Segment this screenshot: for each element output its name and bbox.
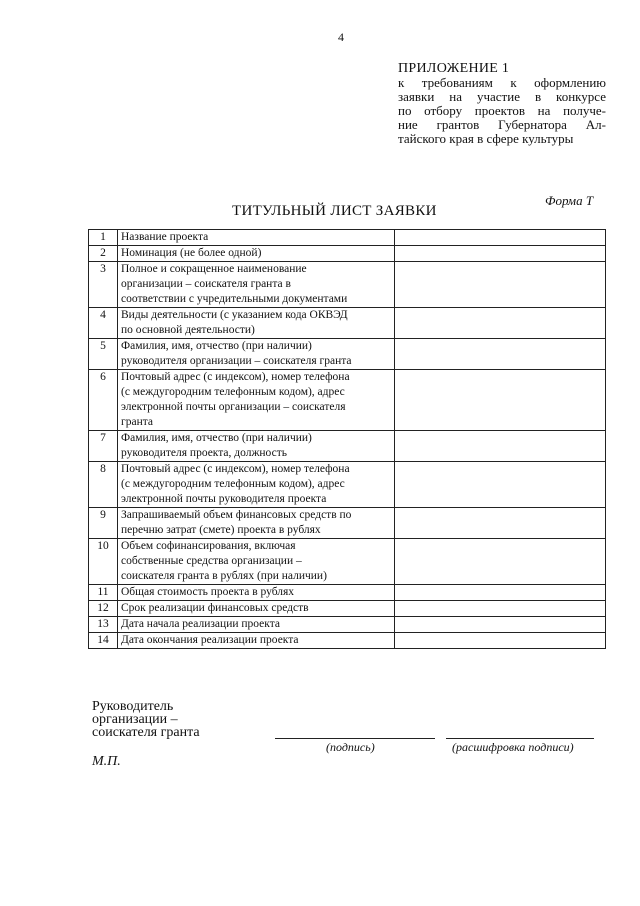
row-label [118,246,395,262]
signature-label-line: Руководитель [92,699,174,714]
table-row [89,262,606,308]
row-label-line: Общая стоимость проекта в рублях [121,586,295,598]
row-label-line: Виды деятельности (с указанием кода ОКВЭД [121,309,348,321]
appendix-line: заявки на участие в конкурсе [398,89,606,104]
row-number: 11 [89,585,118,601]
row-label [118,230,395,246]
row-number: 4 [89,308,118,339]
row-number: 13 [89,617,118,633]
row-label-line: (с междугородним телефонным кодом), адрес [121,478,345,490]
row-label-line: Запрашиваемый объем финансовых средств по [121,509,352,521]
row-label-line: Дата начала реализации проекта [121,618,280,630]
decryption-line [446,738,594,739]
row-label-line: перечню затрат (смете) проекта в рублях [121,524,321,536]
appendix-line: по отбору проектов на получе- [398,103,606,118]
row-label [118,262,395,308]
row-value-field[interactable] [395,633,606,649]
row-number: 14 [89,633,118,649]
row-label-line: Фамилия, имя, отчество (при наличии) [121,340,312,352]
row-label-line: Дата окончания реализации проекта [121,634,299,646]
row-label-line: Название проекта [121,231,209,243]
decryption-caption: (расшифровка подписи) [452,740,574,754]
row-number: 6 [89,370,118,431]
table-row [89,585,606,601]
row-label [118,633,395,649]
table-row [89,617,606,633]
row-label-line: руководителя организации – соискателя гранта [121,355,352,367]
row-label-line: (с междугородним телефонным кодом), адрес [121,386,345,398]
row-value-field[interactable] [395,508,606,539]
row-label-line: соответствии с учредительными документами [121,293,348,305]
row-label-line: организации – соискателя гранта в [121,278,291,290]
row-label-line: собственные средства организации – [121,555,302,567]
row-value-field[interactable] [395,230,606,246]
table-row [89,370,606,431]
row-number: 1 [89,230,118,246]
table-row [89,601,606,617]
stamp-mark: М.П. [92,754,121,769]
row-number: 7 [89,431,118,462]
row-value-field[interactable] [395,431,606,462]
row-label-line: соискателя гранта в рублях (при наличии) [121,570,327,582]
row-value-field[interactable] [395,246,606,262]
signature-caption: (подпись) [326,740,375,754]
form-label: Форма Т [545,193,594,208]
row-value-field[interactable] [395,462,606,508]
row-number: 5 [89,339,118,370]
row-label-line: Объем софинансирования, включая [121,540,296,552]
row-number: 2 [89,246,118,262]
row-value-field[interactable] [395,339,606,370]
row-value-field[interactable] [395,601,606,617]
row-label [118,601,395,617]
table-row [89,539,606,585]
table-row [89,230,606,246]
row-value-field[interactable] [395,585,606,601]
row-label [118,339,395,370]
table-row [89,633,606,649]
table-row [89,462,606,508]
row-number: 9 [89,508,118,539]
row-value-field[interactable] [395,617,606,633]
row-label-line: гранта [121,416,153,428]
row-label [118,585,395,601]
row-number: 8 [89,462,118,508]
signature-line [275,738,435,739]
row-label-line: электронной почты руководителя проекта [121,493,327,505]
page-number: 4 [338,30,344,44]
row-label [118,617,395,633]
appendix-line: к требованиям к оформлению [398,75,606,90]
row-number: 3 [89,262,118,308]
appendix-line: ние грантов Губернатора Ал- [398,117,606,132]
row-label-line: Фамилия, имя, отчество (при наличии) [121,432,312,444]
table-row [89,246,606,262]
row-label-line: Почтовый адрес (с индексом), номер телефона [121,463,350,475]
row-label [118,431,395,462]
signature-label-line: организации – [92,712,178,727]
row-label [118,539,395,585]
title-sheet-table [88,229,606,649]
appendix-header [398,62,606,146]
table-row [89,308,606,339]
row-value-field[interactable] [395,370,606,431]
row-label-line: Почтовый адрес (с индексом), номер телефона [121,371,350,383]
row-label-line: Номинация (не более одной) [121,247,262,259]
row-label-line: Полное и сокращенное наименование [121,263,307,275]
row-value-field[interactable] [395,308,606,339]
appendix-line: тайского края в сфере культуры [398,131,574,146]
appendix-title: ПРИЛОЖЕНИЕ 1 [398,61,510,76]
table-row [89,339,606,370]
row-label [118,308,395,339]
row-value-field[interactable] [395,262,606,308]
table-row [89,508,606,539]
row-label-line: электронной почты организации – соискателя [121,401,346,413]
document-title: ТИТУЛЬНЫЙ ЛИСТ ЗАЯВКИ [232,203,437,219]
signature-label-line: соискателя гранта [92,725,200,740]
row-number: 10 [89,539,118,585]
row-label [118,370,395,431]
row-label-line: по основной деятельности) [121,324,255,336]
row-label-line: Срок реализации финансовых средств [121,602,309,614]
signature-block [92,700,200,739]
row-label [118,462,395,508]
row-number: 12 [89,601,118,617]
row-label [118,508,395,539]
row-label-line: руководителя проекта, должность [121,447,287,459]
row-value-field[interactable] [395,539,606,585]
table-row [89,431,606,462]
